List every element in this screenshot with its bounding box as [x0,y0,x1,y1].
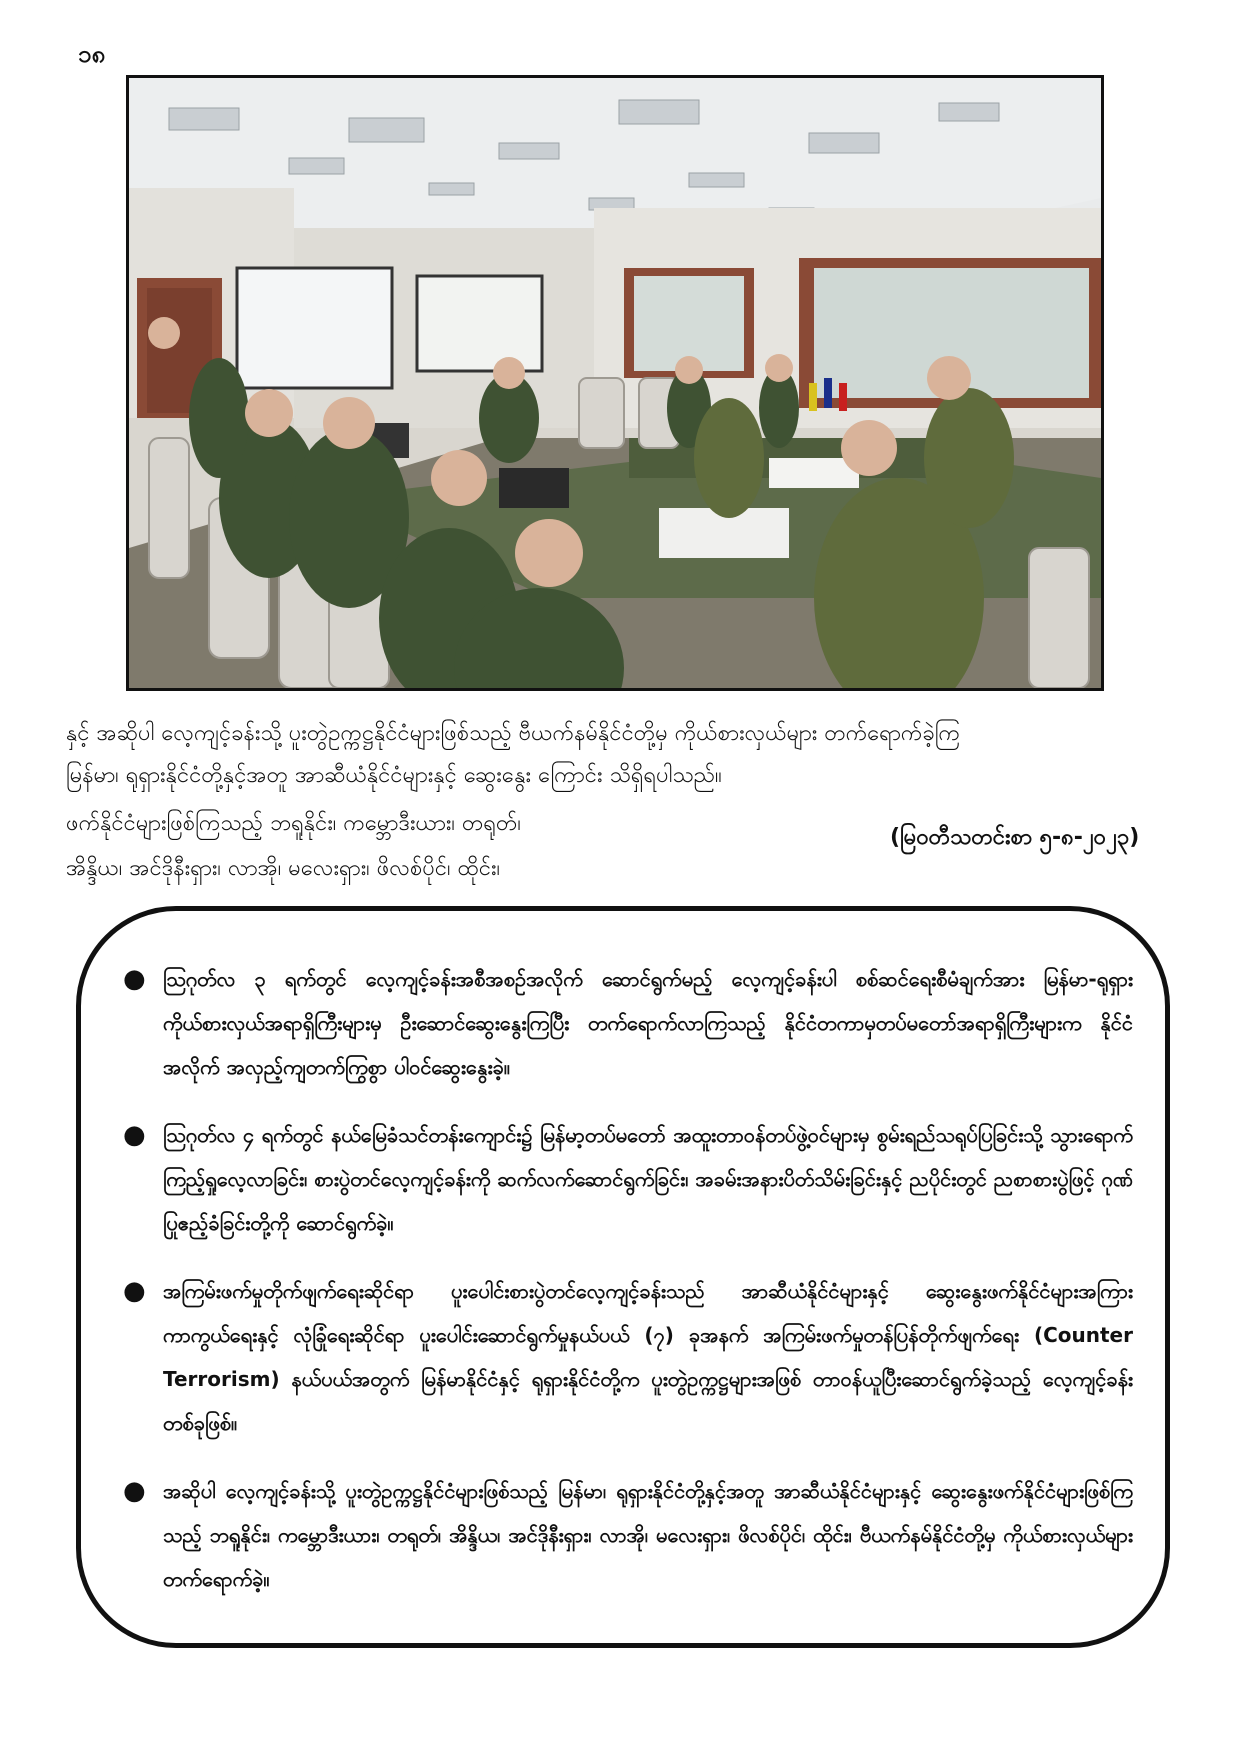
bullet-text: အကြမ်းဖက်မှုတိုက်ဖျက်ရေးဆိုင်ရာ ပူးပေါင်းစားပွဲတင်လေ့ကျင့်ခန်းသည် အာဆီယံနိုင်ငံများနှင့် ဆွေးနွေးဖက်နိုင်ငံများအကြား ကာကွယ်ရေးနှင့် လုံခြုံရေးဆိုင်ရာ ပူးပေါင်းဆောင်ရွက်မှုနယ်ပယ် (၇) ခုအနက် အကြမ်းဖက်မှုတန်ပြန်တိုက်ဖျက်ရေး (Counter Terrorism) နယ်ပယ်အတွက် မြန်မာနိုင်ငံနှင့် ရုရှားနိုင်ငံတို့က ပူးတွဲဥက္ကဋ္ဌများအဖြစ် တာဝန်ယူပြီးဆောင်ရွက်ခဲ့သည့် လေ့ကျင့်ခန်းတစ်ခုဖြစ်။ [163,1279,1133,1435]
bullet-icon: ● [123,1476,146,1506]
caption-line-1: နှင့် အဆိုပါ လေ့ကျင့်ခန်းသို့ ပူးတွဲဥက္ကဋ္ဌနိုင်ငံများဖြစ်သည့် ဗီယက်နမ်နိုင်ငံတို့မှ ကိုယ်စားလှယ်များ တက်ရောက်ခဲ့ကြ [66,721,961,746]
source-citation: (မြဝတီသတင်းစာ ၅-၈-၂၀၂၃) [890,825,1140,850]
bullet-icon: ● [123,1276,146,1306]
bullet-text: ဩဂုတ်လ ၃ ရက်တွင် လေ့ကျင့်ခန်းအစီအစဉ်အလိုက် ဆောင်ရွက်မည့် လေ့ကျင့်ခန်းပါ စစ်ဆင်ရေးစီမံချက်အား မြန်မာ-ရုရှား ကိုယ်စားလှယ်အရာရှိကြီးများမှ ဦးဆောင်ဆွေးနွေးကြပြီး တက်ရောက်လာကြသည့် နိုင်ငံတကာမှတပ်မတော်အရာရှိကြီးများက နိုင်ငံအလိုက် အလှည့်ကျတက်ကြွစွာ ပါဝင်ဆွေးနွေးခဲ့။ [163,967,1133,1079]
bullet-icon: ● [123,964,146,994]
photo-icon [129,78,1101,688]
page-number: ၁၈ [78,40,106,68]
bullet-text: ဩဂုတ်လ ၄ ရက်တွင် နယ်မြေခံသင်တန်းကျောင်း၌ မြန်မာ့တပ်မတော် အထူးတာဝန်တပ်ဖွဲ့ဝင်များမှ စွမ်းရည်သရုပ်ပြခြင်းသို့ သွားရောက်ကြည့်ရှုလေ့လာခြင်း၊ စားပွဲတင်လေ့ကျင့်ခန်းကို ဆက်လက်ဆောင်ရွက်ခြင်း၊ အခမ်းအနားပိတ်သိမ်းခြင်းနှင့် ညပိုင်းတွင် ညစာစားပွဲဖြင့် ဂုဏ်ပြုဧည့်ခံခြင်းတို့ကို ဆောင်ရွက်ခဲ့။ [163,1123,1133,1235]
bullet-icon: ● [123,1120,146,1150]
bullet-item-3 [123,1269,1133,1445]
bullet-list [123,957,1133,1625]
meeting-photo [126,75,1104,691]
caption-line-2: မြန်မာ၊ ရုရှားနိုင်ငံတို့နှင့်အတူ အာဆီယံနိုင်ငံများနှင့် ဆွေးနွေး ကြောင်း သိရှိရပါသည်။ [66,763,722,788]
bullet-item-1 [123,957,1133,1089]
caption-line-4: အိန္ဒိယ၊ အင်ဒိုနီးရှား၊ လာအို၊ မလေးရှား၊ ဖိလစ်ပိုင်၊ ထိုင်း၊ [66,856,501,881]
bullet-item-4 [123,1469,1133,1601]
summary-box [76,906,1170,1648]
bullet-text: အဆိုပါ လေ့ကျင့်ခန်းသို့ ပူးတွဲဥက္ကဋ္ဌနိုင်ငံများဖြစ်သည့် မြန်မာ၊ ရုရှားနိုင်ငံတို့နှင့်အတူ အာဆီယံနိုင်ငံများနှင့် ဆွေးနွေးဖက်နိုင်ငံများဖြစ်ကြသည့် ဘရူနိုင်း၊ ကမ္ဘောဒီးယား၊ တရုတ်၊ အိန္ဒိယ၊ အင်ဒိုနီးရှား၊ လာအို၊ မလေးရှား၊ ဖိလစ်ပိုင်၊ ထိုင်း၊ ဗီယက်နမ်နိုင်ငံတို့မှ ကိုယ်စားလှယ်များ တက်ရောက်ခဲ့။ [163,1479,1133,1591]
caption-line-3: ဖက်နိုင်ငံများဖြစ်ကြသည့် ဘရူနိုင်း၊ ကမ္ဘောဒီးယား၊ တရုတ်၊ [66,811,521,836]
bullet-item-2 [123,1113,1133,1245]
